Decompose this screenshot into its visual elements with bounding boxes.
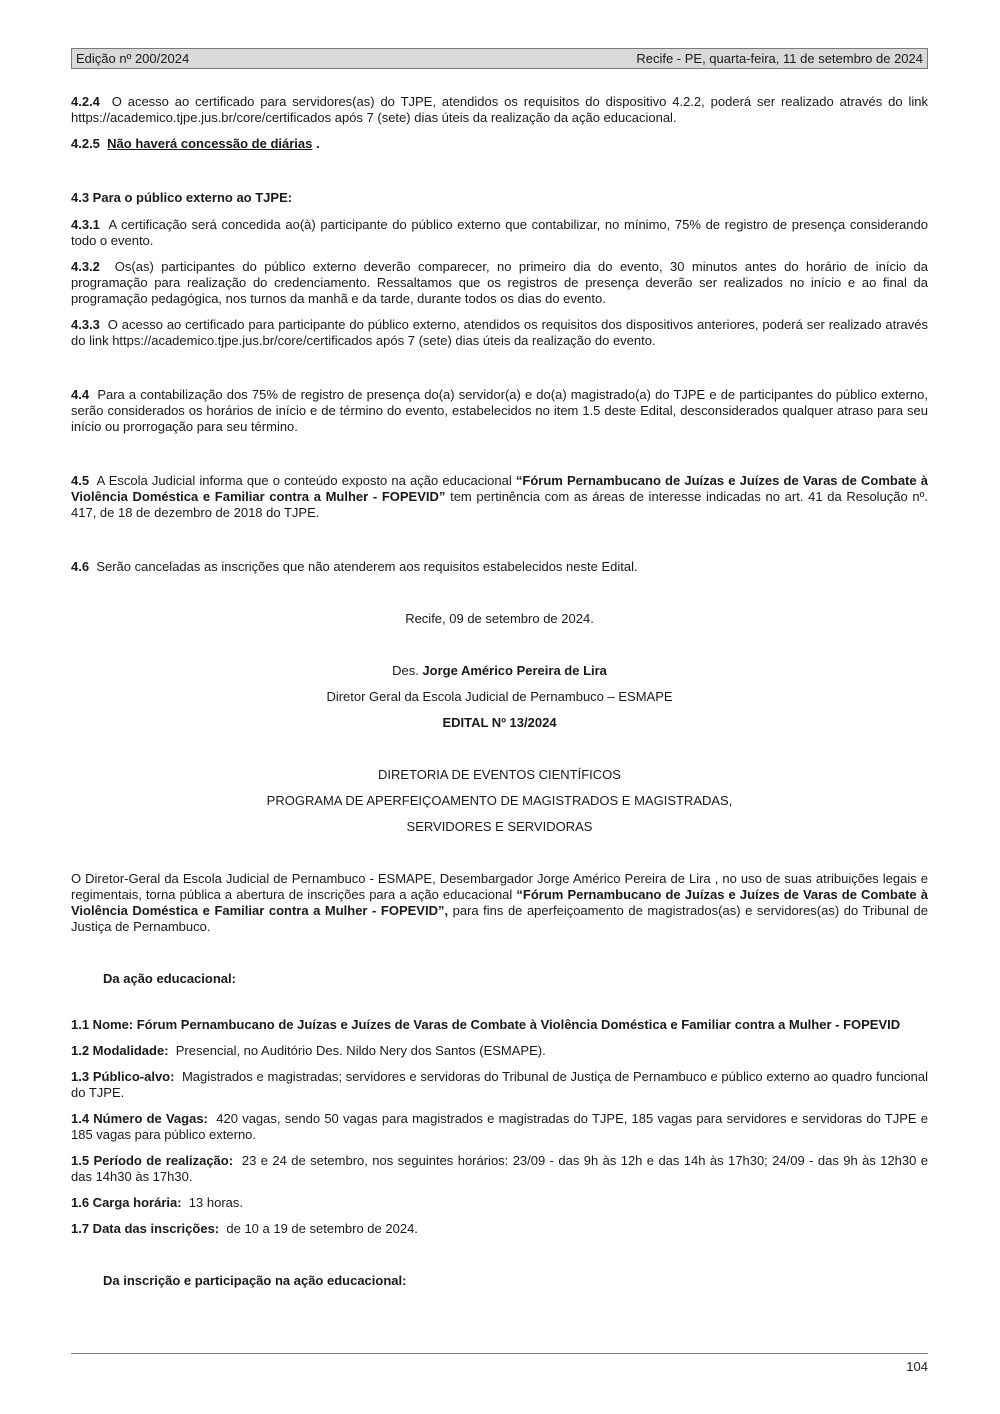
paragraph-text: O acesso ao certificado para participante do público externo, atendidos os requisitos dos dispositivos anteriores, poderá ser realizado através do link https://academico.tjpe.jus.br/core/certificados após 7 (sete) dias úteis da realização do evento.	[71, 317, 928, 348]
section-1-heading: Da ação educacional:	[103, 971, 236, 986]
item-number: 4.3.1	[71, 217, 100, 232]
intro-event-name: “Fórum Pernambucano de Juízas e Juízes de Varas de Combate à Violência Doméstica e Familiar contra a Mulher - FOPEVID”,	[71, 887, 928, 918]
item-label: 1.4 Número de Vagas:	[71, 1111, 208, 1126]
page-header	[71, 48, 928, 69]
intro-text-cont: para fins de aperfeiçoamento de magistrados(as) e servidores(as) do Tribunal de Justiça de Pernambuco.	[71, 903, 928, 934]
event-name: “Fórum Pernambucano de Juízas e Juízes de Varas de Combate à Violência Doméstica e Familiar contra a Mulher - FOPEVID”	[71, 473, 928, 504]
paragraph-4-5	[71, 473, 928, 521]
item-label: 1.2 Modalidade:	[71, 1043, 169, 1058]
signature-date: Recife, 09 de setembro de 2024.	[405, 611, 594, 626]
item-number: 4.2.4	[71, 94, 100, 109]
paragraph-4-4	[71, 387, 928, 435]
item-1-2	[71, 1043, 928, 1059]
item-label: 1.5 Período de realização:	[71, 1153, 234, 1168]
department-line-3: SERVIDORES E SERVIDORAS	[406, 819, 593, 834]
item-text: de 10 a 19 de setembro de 2024.	[226, 1221, 418, 1236]
paragraph-text: O acesso ao certificado para servidores(as) do TJPE, atendidos os requisitos do dispositivo 4.2.2, poderá ser realizado através do link https://academico.tjpe.jus.br/core/certificados após 7 (sete) dias úteis da realização da ação educacional.	[71, 94, 928, 125]
paragraph-text: Para a contabilização dos 75% de registro de presença do(a) servidor(a) e do(a) magistrado(a) do TJPE e de participantes do público externo, serão considerados os horários de início e de término do evento, estabelecidos no item 1.5 deste Edital, desconsiderados qualquer atraso para seu início ou prorrogação para seu término.	[71, 387, 928, 434]
page-number: 104	[906, 1359, 928, 1374]
paragraph-4-3-3	[71, 317, 928, 349]
paragraph-text-cont: tem pertinência com as áreas de interesse indicadas no art. 41 da Resolução nº. 417, de 18 de dezembro de 2018 do TJPE.	[71, 489, 929, 520]
paragraph-text: A certificação será concedida ao(à) participante do público externo que contabilizar, no mínimo, 75% de registro de presença considerando todo o evento.	[71, 217, 928, 248]
paragraph-text: Os(as) participantes do público externo deverão comparecer, no primeiro dia do evento, 30 minutos antes do horário de início da programação para realização do credenciamento. Ressaltamos que os registros de presença deverão ser realizados no início e ao final da programação pedagógica, nos turnos da manhã e da tarde, durante todos os dias do evento.	[71, 259, 928, 306]
header-place-date: Recife - PE, quarta-feira, 11 de setembro de 2024	[636, 50, 923, 66]
paragraph-4-2-4	[71, 94, 928, 126]
item-number: 4.2.5	[71, 136, 100, 151]
paragraph-4-6	[71, 559, 928, 575]
paragraph-text: A Escola Judicial informa que o conteúdo exposto na ação educacional	[96, 473, 516, 488]
paragraph-4-2-5	[71, 136, 928, 152]
signature-name: Jorge Américo Pereira de Lira	[422, 663, 607, 678]
item-1-3	[71, 1069, 928, 1101]
item-label: 1.7 Data das inscrições:	[71, 1221, 220, 1236]
document-body	[71, 94, 928, 1289]
department-line-1: DIRETORIA DE EVENTOS CIENTÍFICOS	[378, 767, 621, 782]
paragraph-text: Serão canceladas as inscrições que não atenderem aos requisitos estabelecidos neste Edital.	[96, 559, 638, 574]
item-text: Magistrados e magistradas; servidores e servidoras do Tribunal de Justiça de Pernambuco e público externo ao quadro funcional do TJPE.	[71, 1069, 928, 1100]
item-label: 1.6 Carga horária:	[71, 1195, 182, 1210]
department-line-2: PROGRAMA DE APERFEIÇOAMENTO DE MAGISTRADOS E MAGISTRADAS,	[266, 793, 733, 808]
signature-role: Diretor Geral da Escola Judicial de Pernambuco – ESMAPE	[326, 689, 673, 704]
paragraph-4-3-2	[71, 259, 928, 307]
item-text: 23 e 24 de setembro, nos seguintes horários: 23/09 - das 9h às 12h e das 14h às 17h30; 24/09 - das 9h às 12h30 e das 14h30 às 17h30.	[71, 1153, 928, 1184]
item-number: 4.5	[71, 473, 90, 488]
paragraph-text: Não haverá concessão de diárias	[107, 136, 313, 151]
signature-name-line	[71, 663, 928, 679]
section-2-heading: Da inscrição e participação na ação educacional:	[103, 1273, 407, 1288]
footer-divider	[71, 1353, 928, 1354]
item-number: 4.3.2	[71, 259, 100, 274]
item-1-7	[71, 1221, 928, 1237]
section-4-3-heading: 4.3 Para o público externo ao TJPE:	[71, 190, 293, 205]
item-number: 4.6	[71, 559, 90, 574]
paragraph-suffix: .	[312, 136, 320, 151]
item-1-1: 1.1 Nome: Fórum Pernambucano de Juízas e Juízes de Varas de Combate à Violência Doméstica e Familiar contra a Mulher - FOPEVID	[71, 1017, 901, 1032]
item-1-5	[71, 1153, 928, 1185]
intro-text: O Diretor-Geral da Escola Judicial de Pernambuco - ESMAPE, Desembargador Jorge Américo Pereira de Lira , no uso de suas atribuições legais e regimentais, torna pública a abertura de inscrições para a ação educacional	[71, 871, 928, 902]
paragraph-4-3-1	[71, 217, 928, 249]
item-1-6	[71, 1195, 928, 1211]
item-label: 1.3 Público-alvo:	[71, 1069, 175, 1084]
item-1-4	[71, 1111, 928, 1143]
signature-prefix: Des.	[392, 663, 423, 678]
item-text: 13 horas.	[188, 1195, 243, 1210]
edital-intro	[71, 871, 928, 935]
item-text: 420 vagas, sendo 50 vagas para magistrados e magistradas do TJPE, 185 vagas para servidores e servidoras do TJPE e 185 vagas para público externo.	[71, 1111, 928, 1142]
item-text: Presencial, no Auditório Des. Nildo Nery dos Santos (ESMAPE).	[175, 1043, 546, 1058]
edition-number: Edição nº 200/2024	[76, 50, 190, 66]
item-number: 4.4	[71, 387, 90, 402]
edital-title: EDITAL Nº 13/2024	[442, 715, 557, 730]
item-number: 4.3.3	[71, 317, 100, 332]
